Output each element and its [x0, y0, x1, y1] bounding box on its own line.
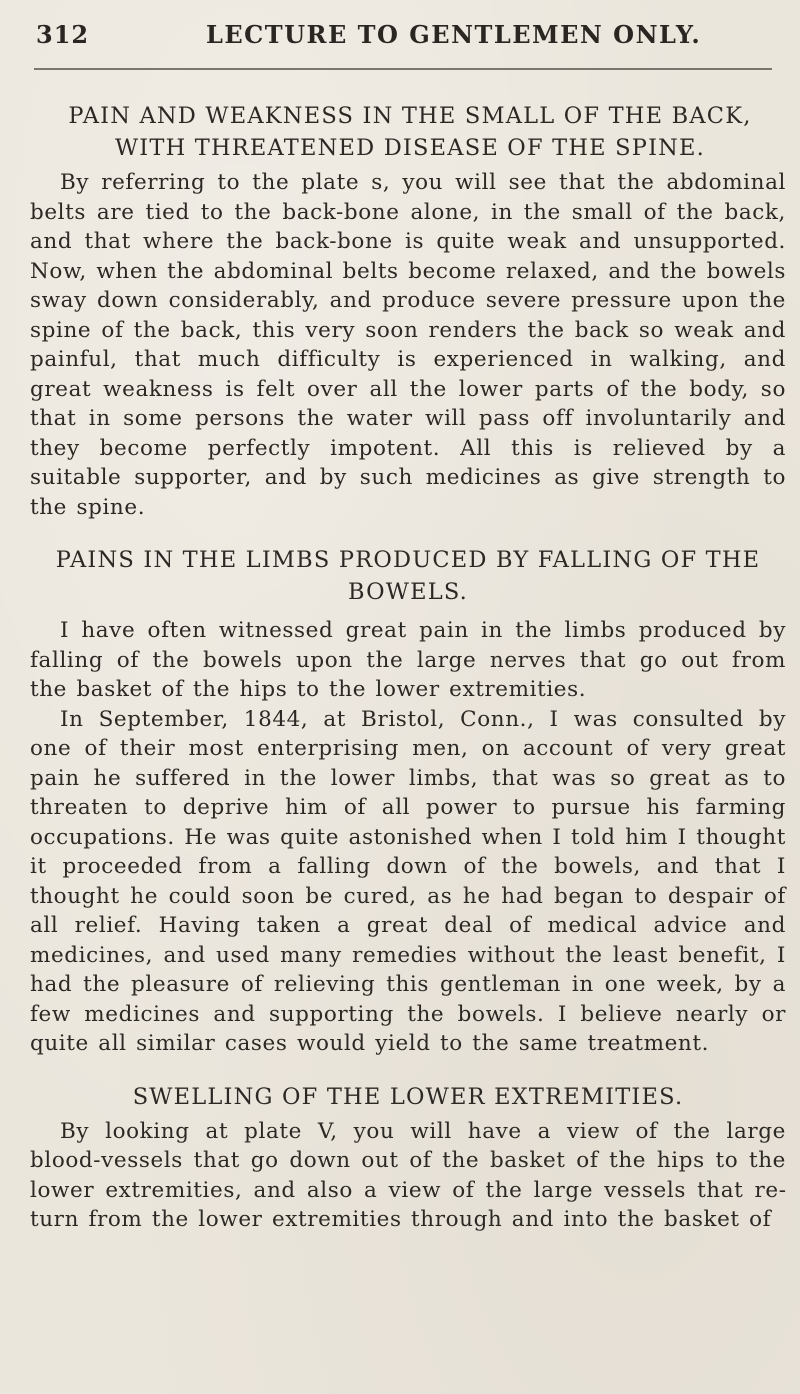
header-rule [34, 68, 772, 70]
paragraph-limb-pain-case: In September, 1844, at Bristol, Conn., I was consulted by one of their most enterprising men, on account of very great pain he suffered in the lower limbs, that was so great as to threaten to deprive him of all power to pursue his farming occupations. He was quite astonished when I told him I thought it proceeded from a falling down of the bowels, and that I thought he could soon be cured, as he had began to despair of all relief. Having taken a great deal of medical advice and medicines, and used many remedies without the least benefit, I had the pleasure of relieving this gentleman in one week, by a few medicines and supporting the bowels. I believe nearly or quite all similar cases would yield to the same treatment. [30, 706, 786, 1056]
page-number: 312 [36, 20, 90, 49]
running-header [36, 18, 764, 52]
paragraph-limb-pain-intro: I have often witnessed great pain in the limbs produced by falling of the bowels upon the large nerves that go out from the basket of the hips to the lower extremities. [30, 618, 786, 702]
section-heading-limb-pain: PAINS IN THE LIMBS PRODUCED BY FALLING OF THE BOWELS. [55, 547, 761, 605]
paragraph-back-pain: By referring to the plate s, you will see that the abdominal belts are tied to the back-bone alone, in the small of the back, and that where the back-bone is quite weak and unsupported. Now, when the abdominal belts become relaxed, and the bowels sway down considerably, and produce severe pressure upon the spine of the back, this very soon renders the back so weak and painful, that much difficulty is experienced in walking, and great weakness is felt over all the lower parts of the body, so that in some persons the water will pass off involuntarily and they become perfectly impotent. All this is relieved by a suitable supporter, and by such medicines as give strength to the spine. [30, 170, 786, 520]
section-heading-swelling: SWELLING OF THE LOWER EXTREMITIES. [132, 1083, 684, 1110]
paragraph-swelling: By looking at plate V, you will have a view of the large blood-vessels that go down out of the basket of the hips to the lower extremities, and also a view of the large vessels that return from the lower extremities through and into the basket of [30, 1118, 786, 1232]
page-body [30, 100, 786, 1235]
section-heading-back-pain: PAIN AND WEAKNESS IN THE SMALL OF THE BACK, WITH THREATENED DISEASE OF THE SPINE. [68, 103, 752, 161]
running-title: LECTURE TO GENTLEMEN ONLY. [206, 20, 702, 49]
